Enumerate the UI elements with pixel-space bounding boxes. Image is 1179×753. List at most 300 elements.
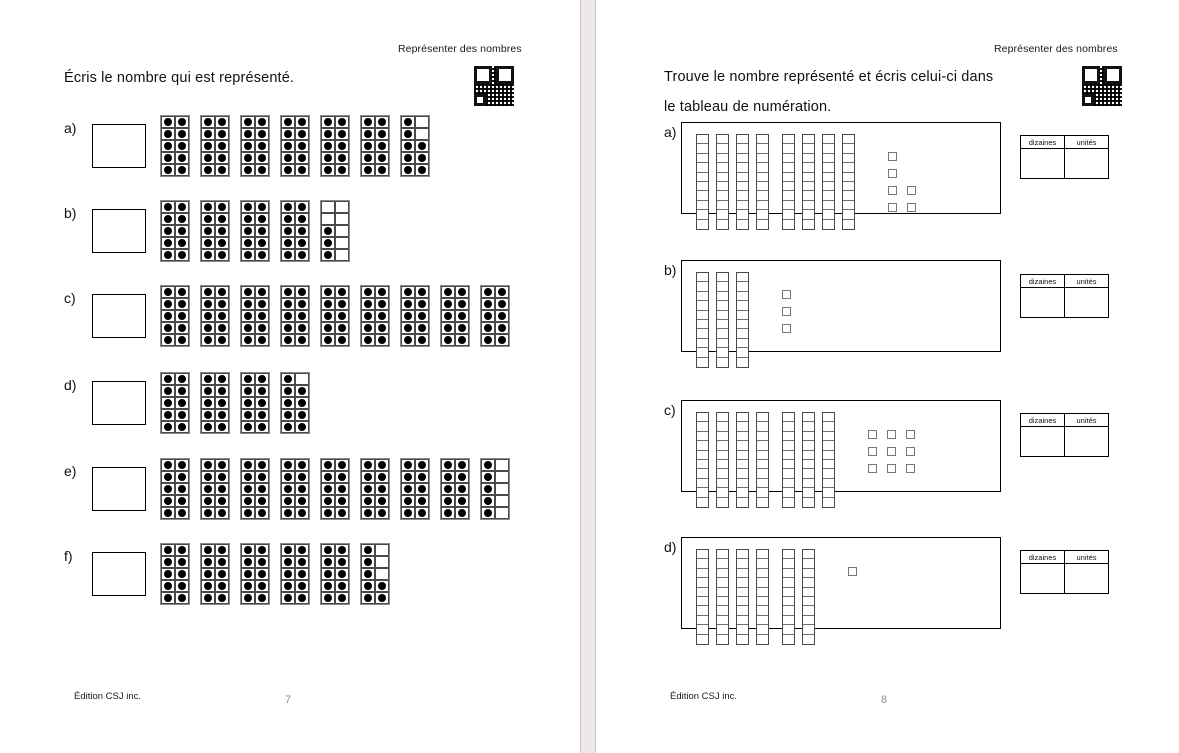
qr-code-icon[interactable] (474, 66, 514, 106)
dot-cell-filled (281, 556, 295, 568)
tens-rod-group (696, 134, 862, 230)
dot-cell-filled (241, 237, 255, 249)
dot-cell-filled (335, 568, 349, 580)
dot-cell-filled (481, 298, 495, 310)
ten-frame (200, 372, 230, 434)
dot-cell-filled (215, 397, 229, 409)
tens-rod-group (696, 412, 842, 508)
rod-segment (717, 550, 728, 559)
rod-segment (697, 292, 708, 301)
rod-segment (823, 144, 834, 153)
dot-cell-filled (375, 507, 389, 519)
dot-cell-filled (335, 310, 349, 322)
dot-cell-filled (361, 152, 375, 164)
dot-cell-filled (361, 483, 375, 495)
dot-cell-filled (175, 556, 189, 568)
dot-cell-filled (335, 140, 349, 152)
ten-frame (160, 115, 190, 177)
dot-cell-filled (201, 116, 215, 128)
ten-frame (400, 285, 430, 347)
dot-cell-filled (441, 507, 455, 519)
rod-segment (803, 154, 814, 163)
units-group (782, 290, 801, 341)
dot-cell-filled (215, 322, 229, 334)
dot-cell-filled (281, 152, 295, 164)
dot-cell-filled (255, 128, 269, 140)
ten-frame (240, 200, 270, 262)
rod-segment (757, 451, 768, 460)
dot-cell-filled (281, 310, 295, 322)
dot-cell-filled (241, 334, 255, 346)
rod-segment (783, 173, 794, 182)
rod-segment (823, 154, 834, 163)
rod-segment (737, 597, 748, 606)
ten-frame (200, 543, 230, 605)
tens-rod (756, 134, 769, 230)
dot-cell-filled (335, 544, 349, 556)
rod-segment (697, 578, 708, 587)
dot-cell-filled (175, 237, 189, 249)
dot-cell-filled (215, 507, 229, 519)
unit-square (782, 324, 791, 333)
rod-segment (737, 173, 748, 182)
dot-cell-filled (415, 507, 429, 519)
dot-cell-filled (375, 286, 389, 298)
dot-cell-filled (175, 116, 189, 128)
dot-cell-filled (295, 116, 309, 128)
dot-cell-filled (175, 322, 189, 334)
dot-cell-filled (441, 471, 455, 483)
rod-segment (843, 154, 854, 163)
dot-cell-filled (481, 322, 495, 334)
rod-segment (757, 220, 768, 229)
dot-cell-filled (361, 128, 375, 140)
rod-segment (757, 422, 768, 431)
rod-segment (823, 432, 834, 441)
rod-segment (823, 173, 834, 182)
rod-segment (783, 422, 794, 431)
dot-cell-filled (201, 201, 215, 213)
dot-cell-filled (295, 213, 309, 225)
rod-segment (717, 311, 728, 320)
dot-cell-empty (375, 544, 389, 556)
dot-cell-filled (161, 495, 175, 507)
rod-segment (803, 460, 814, 469)
dot-cell-filled (201, 237, 215, 249)
dot-cell-filled (295, 140, 309, 152)
dot-cell-filled (295, 128, 309, 140)
dot-cell-filled (321, 334, 335, 346)
dot-cell-filled (241, 483, 255, 495)
dot-cell-filled (175, 286, 189, 298)
header-dizaines: dizaines (1021, 275, 1065, 288)
right-item-label: c) (664, 402, 676, 418)
rod-segment (783, 635, 794, 644)
rod-segment (783, 144, 794, 153)
ten-frame (160, 458, 190, 520)
dot-cell-filled (255, 421, 269, 433)
dot-cell-filled (201, 310, 215, 322)
rod-segment (783, 588, 794, 597)
unit-square (906, 447, 915, 456)
rod-segment (717, 606, 728, 615)
dot-cell-filled (361, 568, 375, 580)
dot-cell-filled (321, 298, 335, 310)
dot-cell-filled (321, 286, 335, 298)
dot-cell-filled (295, 385, 309, 397)
dot-cell-filled (321, 483, 335, 495)
answer-cell-dizaines[interactable] (1021, 288, 1065, 318)
page-right (596, 0, 1179, 753)
dot-cell-filled (295, 310, 309, 322)
dot-cell-filled (201, 421, 215, 433)
dot-cell-filled (281, 592, 295, 604)
answer-cell-unites[interactable] (1065, 427, 1109, 457)
dot-cell-filled (295, 298, 309, 310)
ten-frame (240, 285, 270, 347)
dot-cell-filled (441, 483, 455, 495)
rod-segment (803, 201, 814, 210)
dot-cell-filled (361, 544, 375, 556)
dot-cell-empty (415, 116, 429, 128)
dot-cell-filled (415, 286, 429, 298)
dot-cell-filled (241, 409, 255, 421)
dot-cell-filled (255, 298, 269, 310)
dot-cell-filled (161, 164, 175, 176)
rod-segment (783, 154, 794, 163)
dot-cell-filled (175, 459, 189, 471)
dot-cell-filled (255, 213, 269, 225)
rod-segment (803, 422, 814, 431)
rod-segment (757, 597, 768, 606)
dot-cell-filled (375, 483, 389, 495)
rod-segment (843, 182, 854, 191)
rod-segment (757, 135, 768, 144)
rod-segment (717, 451, 728, 460)
dot-cell-filled (255, 544, 269, 556)
dot-cell-filled (321, 471, 335, 483)
rod-segment (717, 329, 728, 338)
rod-segment (803, 597, 814, 606)
rod-segment (783, 413, 794, 422)
ten-frame-group (160, 115, 440, 177)
rod-segment (803, 135, 814, 144)
dot-cell-filled (295, 483, 309, 495)
dot-cell-filled (215, 556, 229, 568)
dot-cell-empty (295, 373, 309, 385)
dot-cell-filled (401, 286, 415, 298)
answer-cell-dizaines[interactable] (1021, 427, 1065, 457)
dot-cell-filled (295, 397, 309, 409)
rod-segment (697, 135, 708, 144)
dot-cell-filled (241, 421, 255, 433)
dot-cell-filled (361, 322, 375, 334)
rod-segment (823, 488, 834, 497)
dot-cell-filled (401, 322, 415, 334)
rod-segment (737, 135, 748, 144)
dot-cell-filled (215, 116, 229, 128)
rod-segment (843, 144, 854, 153)
dot-cell-filled (161, 116, 175, 128)
rod-segment (717, 201, 728, 210)
ten-frame (400, 458, 430, 520)
dot-cell-filled (175, 164, 189, 176)
dot-cell-filled (481, 483, 495, 495)
dot-cell-filled (321, 140, 335, 152)
unit-square (848, 567, 857, 576)
dot-cell-filled (281, 128, 295, 140)
dot-cell-filled (335, 592, 349, 604)
rod-segment (783, 625, 794, 634)
dot-cell-filled (201, 495, 215, 507)
rod-segment (737, 301, 748, 310)
ten-frame (320, 200, 350, 262)
dot-cell-filled (441, 459, 455, 471)
unit-square (907, 186, 916, 195)
dot-cell-filled (201, 213, 215, 225)
rod-segment (803, 578, 814, 587)
rod-segment (737, 182, 748, 191)
unit-square (868, 464, 877, 473)
dot-cell-filled (161, 459, 175, 471)
left-item-label: d) (64, 377, 77, 393)
rod-segment (717, 635, 728, 644)
rod-segment (823, 182, 834, 191)
rod-segment (737, 358, 748, 367)
dot-cell-filled (335, 471, 349, 483)
ten-frame-group (160, 285, 520, 347)
right-instruction-line-1: Trouve le nombre représenté et écris celui-ci dans (664, 69, 994, 85)
qr-code-icon[interactable] (1082, 66, 1122, 106)
ten-frame (320, 458, 350, 520)
ten-frame (400, 115, 430, 177)
tens-rod-group (696, 549, 822, 645)
dot-cell-filled (441, 298, 455, 310)
dot-cell-filled (255, 373, 269, 385)
answer-box[interactable] (92, 381, 146, 425)
tens-rod (716, 134, 729, 230)
rod-segment (823, 498, 834, 507)
tens-rod (696, 549, 709, 645)
answer-cell-unites[interactable] (1065, 288, 1109, 318)
ten-frame (280, 543, 310, 605)
ten-frame (480, 285, 510, 347)
dot-cell-filled (401, 298, 415, 310)
dot-cell-filled (215, 286, 229, 298)
rod-segment (803, 588, 814, 597)
dot-cell-filled (201, 471, 215, 483)
dot-cell-filled (161, 140, 175, 152)
rod-segment (697, 635, 708, 644)
dot-cell-filled (255, 409, 269, 421)
dot-cell-filled (281, 286, 295, 298)
rod-segment (823, 460, 834, 469)
left-item-label: e) (64, 463, 77, 479)
dot-cell-filled (215, 373, 229, 385)
ten-frame (280, 115, 310, 177)
dot-cell-filled (255, 140, 269, 152)
rod-segment (697, 441, 708, 450)
rod-segment (697, 413, 708, 422)
dot-cell-filled (401, 310, 415, 322)
rod-segment (717, 273, 728, 282)
rod-segment (737, 163, 748, 172)
rod-segment (823, 441, 834, 450)
dot-cell-filled (401, 483, 415, 495)
dot-cell-filled (321, 164, 335, 176)
units-group (868, 430, 925, 481)
answer-cell-unites[interactable] (1065, 564, 1109, 594)
answer-box[interactable] (92, 552, 146, 596)
dot-cell-filled (201, 459, 215, 471)
rod-segment (823, 422, 834, 431)
unit-square (868, 430, 877, 439)
dot-cell-filled (161, 249, 175, 261)
dot-cell-filled (201, 568, 215, 580)
dot-cell-empty (335, 225, 349, 237)
dot-cell-filled (255, 116, 269, 128)
rod-segment (803, 173, 814, 182)
dot-cell-filled (321, 249, 335, 261)
ten-frame (280, 285, 310, 347)
dot-cell-filled (295, 459, 309, 471)
rod-segment (717, 301, 728, 310)
dot-cell-filled (255, 507, 269, 519)
dot-cell-filled (295, 322, 309, 334)
tens-rod (802, 549, 815, 645)
dot-cell-filled (175, 544, 189, 556)
dot-cell-filled (175, 592, 189, 604)
dot-cell-filled (241, 140, 255, 152)
dot-cell-filled (255, 483, 269, 495)
dot-cell-filled (401, 152, 415, 164)
tens-rod (782, 134, 795, 230)
dot-cell-filled (255, 249, 269, 261)
dot-cell-filled (295, 471, 309, 483)
dot-cell-filled (241, 580, 255, 592)
units-group (888, 152, 926, 220)
rod-segment (737, 311, 748, 320)
dot-cell-filled (401, 459, 415, 471)
rod-segment (737, 282, 748, 291)
dot-cell-filled (175, 201, 189, 213)
rod-segment (823, 201, 834, 210)
dot-cell-filled (401, 140, 415, 152)
dot-cell-filled (215, 409, 229, 421)
rod-segment (737, 320, 748, 329)
dot-cell-filled (161, 298, 175, 310)
answer-box[interactable] (92, 124, 146, 168)
answer-box[interactable] (92, 294, 146, 338)
unit-square (888, 169, 897, 178)
dot-cell-filled (375, 471, 389, 483)
dot-cell-filled (201, 580, 215, 592)
dot-cell-filled (335, 483, 349, 495)
unit-spacer (907, 152, 916, 161)
rod-segment (717, 182, 728, 191)
unit-square (888, 152, 897, 161)
rod-segment (717, 282, 728, 291)
rod-segment (697, 173, 708, 182)
ten-frame (240, 115, 270, 177)
rod-segment (843, 135, 854, 144)
dot-cell-filled (175, 128, 189, 140)
dot-cell-filled (201, 164, 215, 176)
dot-cell-filled (295, 568, 309, 580)
rod-segment (757, 191, 768, 200)
dot-cell-filled (201, 128, 215, 140)
dot-cell-filled (255, 164, 269, 176)
rod-segment (737, 559, 748, 568)
unit-square (782, 307, 791, 316)
rod-segment (783, 479, 794, 488)
answer-box[interactable] (92, 209, 146, 253)
rod-segment (823, 469, 834, 478)
rod-segment (843, 173, 854, 182)
dot-cell-filled (255, 385, 269, 397)
dot-cell-filled (281, 495, 295, 507)
left-item-label: f) (64, 548, 73, 564)
rod-segment (697, 498, 708, 507)
dot-cell-filled (295, 507, 309, 519)
dot-cell-filled (215, 471, 229, 483)
rod-segment (783, 210, 794, 219)
dot-cell-filled (215, 495, 229, 507)
dot-cell-filled (321, 507, 335, 519)
rod-segment (757, 173, 768, 182)
right-page-number: 8 (881, 694, 888, 706)
dot-cell-filled (161, 483, 175, 495)
rod-segment (843, 163, 854, 172)
rod-segment (697, 210, 708, 219)
rod-segment (757, 588, 768, 597)
rod-segment (717, 210, 728, 219)
rod-segment (783, 163, 794, 172)
dot-cell-filled (481, 507, 495, 519)
rod-segment (697, 348, 708, 357)
rod-segment (697, 559, 708, 568)
dot-cell-filled (281, 459, 295, 471)
answer-cell-dizaines[interactable] (1021, 149, 1065, 179)
dot-cell-filled (241, 298, 255, 310)
rod-segment (803, 451, 814, 460)
place-value-table (1020, 413, 1109, 457)
dot-cell-filled (375, 298, 389, 310)
rod-segment (737, 292, 748, 301)
dot-cell-filled (161, 409, 175, 421)
answer-box[interactable] (92, 467, 146, 511)
dot-cell-filled (255, 201, 269, 213)
rod-segment (717, 358, 728, 367)
answer-cell-unites[interactable] (1065, 149, 1109, 179)
dot-cell-filled (335, 152, 349, 164)
dot-cell-filled (281, 373, 295, 385)
dot-cell-filled (401, 507, 415, 519)
rod-segment (783, 451, 794, 460)
dot-cell-empty (335, 201, 349, 213)
unit-square (868, 447, 877, 456)
dot-cell-filled (375, 495, 389, 507)
rod-segment (843, 201, 854, 210)
dot-cell-filled (161, 152, 175, 164)
units-group (848, 567, 867, 584)
rod-segment (737, 569, 748, 578)
dot-cell-filled (241, 568, 255, 580)
rod-segment (737, 606, 748, 615)
answer-cell-dizaines[interactable] (1021, 564, 1065, 594)
dot-cell-filled (455, 310, 469, 322)
rod-segment (697, 163, 708, 172)
